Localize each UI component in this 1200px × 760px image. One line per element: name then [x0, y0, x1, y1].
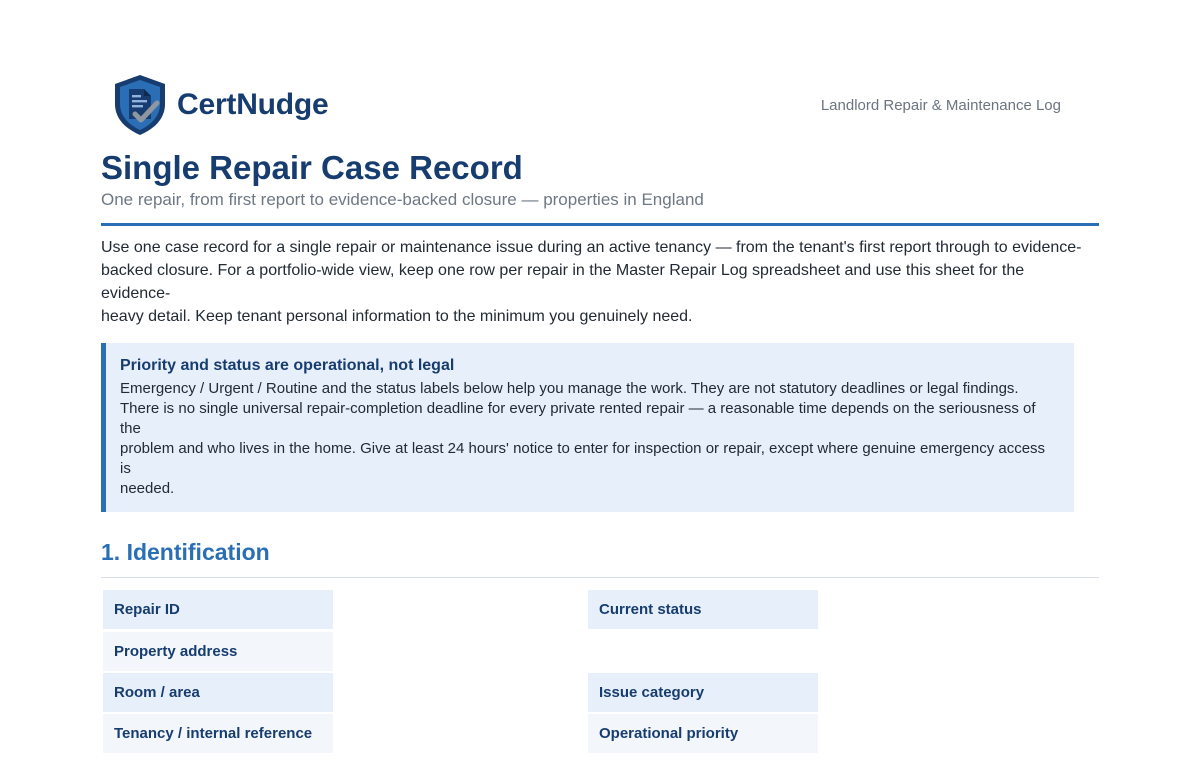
field-label-tenancy-reference: Tenancy / internal reference — [103, 714, 333, 753]
brand-name: CertNudge — [177, 88, 329, 121]
field-label-room-area: Room / area — [103, 673, 333, 712]
document-page — [101, 0, 1099, 760]
field-label-property-address: Property address — [103, 632, 333, 671]
document-type-label: Landlord Repair & Maintenance Log — [820, 97, 1061, 114]
notice-line: needed. — [120, 480, 175, 497]
notice-line: There is no single universal repair-completion deadline for every private rented repair — a reasonable time depends on the seriousness of the — [120, 400, 1036, 437]
intro-line: Use one case record for a single repair or maintenance issue during an active tenancy — from the tenant's first report through to evidence- — [101, 239, 1082, 256]
field-label-current-status: Current status — [588, 590, 818, 629]
field-label-issue-category: Issue category — [588, 673, 818, 712]
notice-callout — [101, 343, 1074, 512]
document-header — [101, 0, 1099, 148]
intro-line: heavy detail. Keep tenant personal information to the minimum you genuinely need. — [101, 308, 693, 325]
intro-line: backed closure. For a portfolio-wide view, keep one row per repair in the Master Repair Log spreadsheet and use this sheet for the evidence- — [101, 262, 1025, 302]
title-divider — [101, 223, 1099, 226]
page-subtitle: One repair, from first report to evidence-backed closure — properties in England — [101, 190, 704, 209]
page-title: Single Repair Case Record — [101, 149, 523, 186]
field-label-operational-priority: Operational priority — [588, 714, 818, 753]
notice-title: Priority and status are operational, not legal — [120, 357, 455, 374]
shield-document-check-icon — [113, 74, 167, 136]
brand-logo — [113, 74, 329, 136]
intro-paragraph — [101, 236, 1091, 328]
identification-fields — [101, 590, 1099, 760]
notice-line: Emergency / Urgent / Routine and the status labels below help you manage the work. They are not statutory deadlines or legal findings. — [120, 380, 1019, 397]
field-label-repair-id: Repair ID — [103, 590, 333, 629]
section-divider — [101, 577, 1099, 578]
section-heading-identification: 1. Identification — [101, 539, 270, 565]
notice-line: problem and who lives in the home. Give at least 24 hours' notice to enter for inspection or repair, except where genuine emergency access is — [120, 440, 1046, 477]
